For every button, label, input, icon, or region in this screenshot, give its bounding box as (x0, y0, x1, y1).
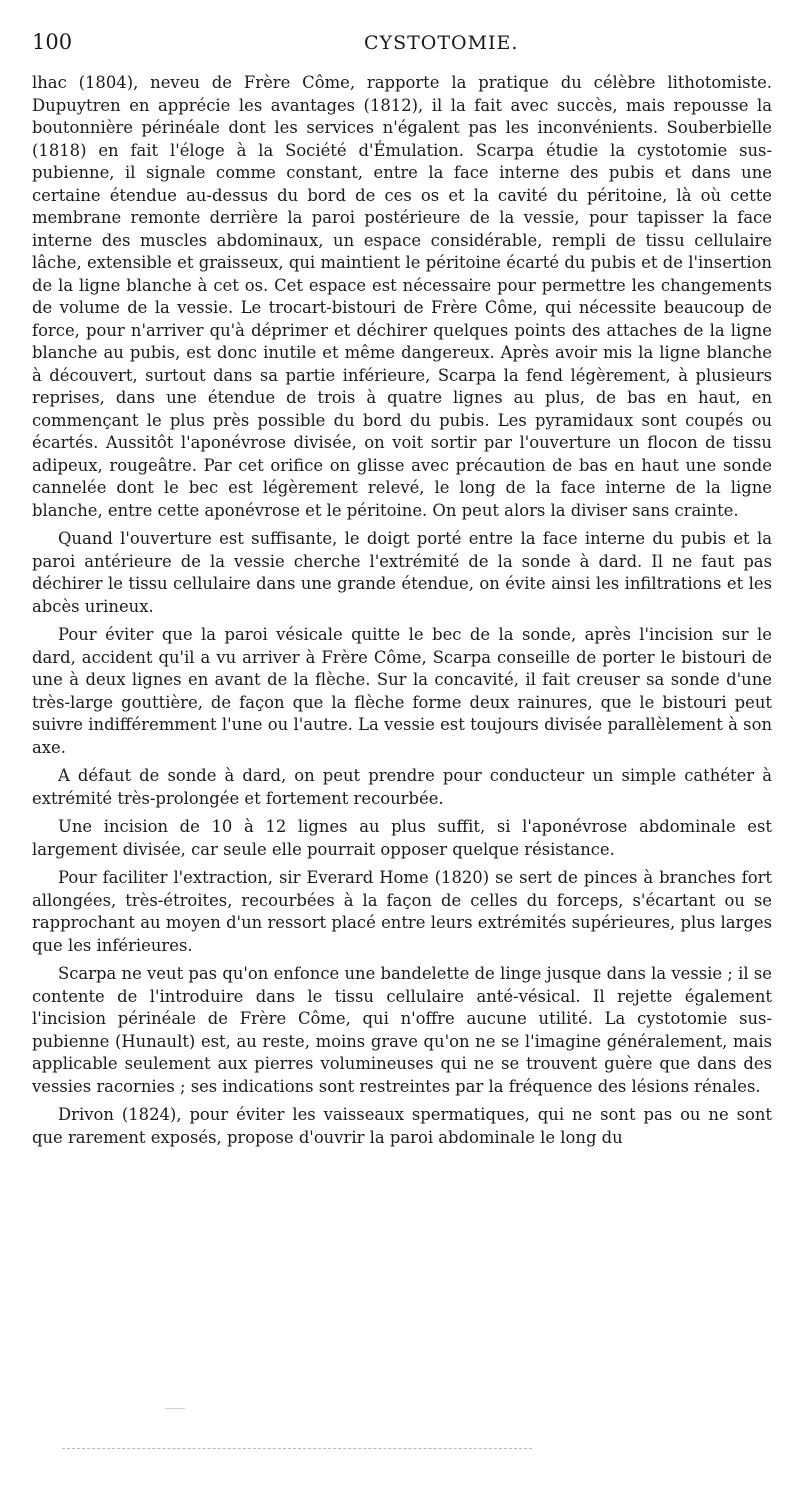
body-text (32, 72, 772, 1149)
paragraph: Une incision de 10 à 12 lignes au plus suffit, si l'aponévrose abdominale est largement divisée, car seule elle pourrait opposer quelque résistance. (32, 817, 772, 859)
page-header (32, 30, 772, 60)
page-number: 100 (32, 30, 73, 54)
footer-rule (62, 1448, 532, 1449)
paragraph: Quand l'ouverture est suffisante, le doigt porté entre la face interne du pubis et la paroi antérieure de la vessie cherche l'extrémité de la sonde à dard. Il ne faut pas déchirer le tissu cellulaire dans une grande étendue, on évite ainsi les infiltrations et les abcès urineux. (32, 529, 772, 616)
paragraph: lhac (1804), neveu de Frère Côme, rapporte la pratique du célèbre lithotomiste. Dupuytren en apprécie les avantages (1812), il la fait avec succès, mais repousse la boutonnière périnéale dont les services n'égalent pas les inconvénients. Souberbielle (1818) en fait l'éloge à la Société d'Émulation. Scarpa étudie la cystotomie sus-pubienne, il signale comme constant, entre la face interne des pubis et dans une certaine étendue au-dessus du bord de ces os et la cavité du péritoine, là où cette membrane remonte derrière la paroi postérieure de la vessie, pour tapisser la face interne des muscles abdominaux, un espace considérable, rempli de tissu cellulaire lâche, extensible et graisseux, qui maintient le péritoine écarté du pubis et de l'insertion de la ligne blanche à cet os. Cet espace est nécessaire pour permettre les changements de volume de la vessie. Le trocart-bistouri de Frère Côme, qui nécessite beaucoup de force, pour n'arriver qu'à déprimer et déchirer quelques points des attaches de la ligne blanche au pubis, est donc inutile et même dangereux. Après avoir mis la ligne blanche à découvert, surtout dans sa partie inférieure, Scarpa la fend légèrement, à plusieurs reprises, dans une étendue de trois à quatre lignes au plus, de bas en haut, en commençant le plus près possible du bord du pubis. Les pyramidaux sont coupés ou écartés. Aussitôt l'aponévrose divisée, on voit sortir par l'ouverture un flocon de tissu adipeux, rougeâtre. Par cet orifice on glisse avec précaution de bas en haut une sonde cannelée dont le bec est légèrement relevé, le long de la face interne de la ligne blanche, entre cette aponévrose et le péritoine. On peut alors la diviser sans crainte. (32, 73, 772, 520)
paragraph: Pour faciliter l'extraction, sir Everard Home (1820) se sert de pinces à branches fort allongées, très-étroites, recourbées à la façon de celles du forceps, s'écartant ou se rapprochant au moyen d'un ressort placé entre leurs extrémités supérieures, plus larges que les inférieures. (32, 868, 772, 955)
running-head: CYSTOTOMIE. (364, 32, 519, 54)
paragraph: Scarpa ne veut pas qu'on enfonce une bandelette de linge jusque dans la vessie ; il se contente de l'introduire dans le tissu cellulaire anté-vésical. Il rejette également l'incision périnéale de Frère Côme, qui n'offre aucune utilité. La cystotomie sus-pubienne (Hunault) est, au reste, moins grave qu'on ne se l'imagine généralement, mais applicable seulement aux pierres volumineuses qui ne se trouvent guère que dans des vessies racornies ; ses indications sont restreintes par la fréquence des lésions rénales. (32, 964, 772, 1096)
paragraph: Pour éviter que la paroi vésicale quitte le bec de la sonde, après l'incision sur le dard, accident qu'il a vu arriver à Frère Côme, Scarpa conseille de porter le bistouri de une à deux lignes en avant de la flèche. Sur la concavité, il fait creuser sa sonde d'une très-large gouttière, de façon que la flèche forme deux rainures, que le bistouri peut suivre indifféremment l'une ou l'autre. La vessie est toujours divisée parallèlement à son axe. (32, 625, 772, 757)
paragraph: Drivon (1824), pour éviter les vaisseaux spermatiques, qui ne sont pas ou ne sont que rarement exposés, propose d'ouvrir la paroi abdominale le long du (32, 1105, 772, 1147)
book-page (32, 30, 772, 1155)
paragraph: A défaut de sonde à dard, on peut prendre pour conducteur un simple cathéter à extrémité très-prolongée et fortement recourbée. (32, 766, 772, 808)
footer-mark (165, 1408, 185, 1409)
